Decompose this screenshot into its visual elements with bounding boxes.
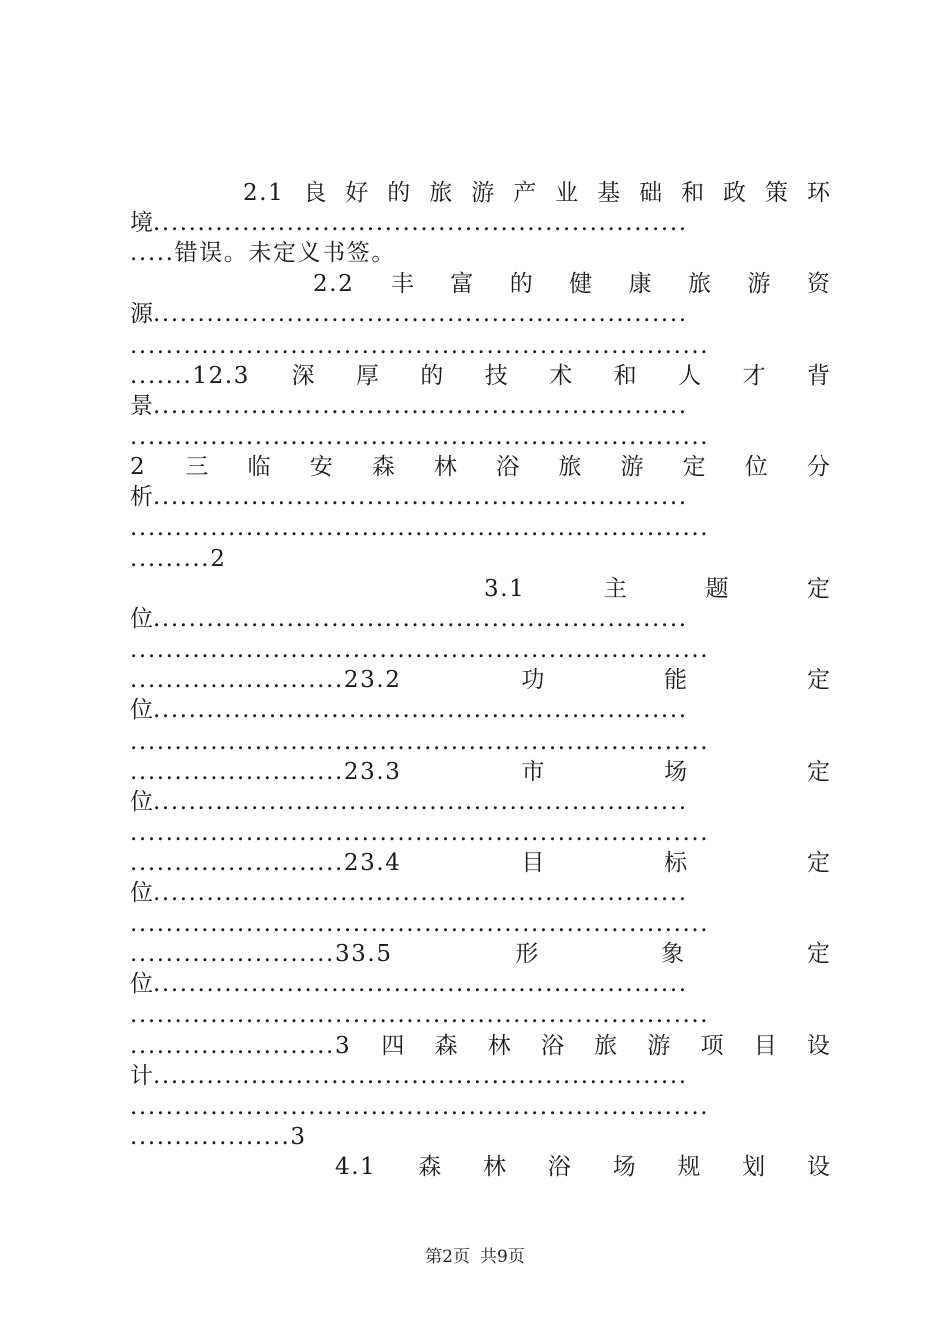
toc-leaders: ............................................................ xyxy=(153,484,688,510)
page-number: 第2页 xyxy=(425,1247,470,1267)
toc-entry-char: 森 xyxy=(371,454,395,480)
toc-leader-line xyxy=(130,299,830,329)
toc-entry-char: 产 xyxy=(513,180,537,206)
toc-entry-3-3 xyxy=(130,757,830,787)
toc-entry-char: 旅 xyxy=(558,454,582,480)
toc-entry-char: 设 xyxy=(806,1033,830,1059)
toc-entry-text: ..................3 xyxy=(130,1124,307,1150)
toc-entry-char: 四 xyxy=(381,1033,405,1059)
toc-leaders: ................................................................. xyxy=(130,333,710,359)
toc-leaders: ................................................................. xyxy=(130,1094,710,1120)
toc-entry-char: 场 xyxy=(612,1154,636,1180)
toc-entry-number: ........................23.4 xyxy=(130,850,402,876)
toc-entry-char: 位 xyxy=(130,880,153,906)
toc-entry-char: 好 xyxy=(345,180,369,206)
toc-entry-char: 临 xyxy=(247,454,271,480)
toc-leader-line xyxy=(130,1122,830,1152)
toc-leader-line xyxy=(130,695,830,725)
toc-entry-char: 主 xyxy=(603,576,627,602)
toc-entry-char: 富 xyxy=(450,271,474,297)
toc-entry-2-3 xyxy=(130,361,830,391)
toc-entry-number: ........................23.2 xyxy=(130,667,402,693)
toc-entry-char: 厚 xyxy=(355,363,379,389)
toc-leaders: ............................................................ xyxy=(153,789,688,815)
toc-entry-number: .......................3 xyxy=(130,1033,352,1059)
toc-entry-number: ........................23.3 xyxy=(130,759,402,785)
toc-leaders: ............................................................ xyxy=(153,210,688,236)
toc-entry-2-1 xyxy=(243,178,830,208)
toc-entry-char: 旅 xyxy=(688,271,712,297)
toc-entry-char: 位 xyxy=(130,606,153,632)
toc-entry-char: 康 xyxy=(628,271,652,297)
toc-leader-line xyxy=(130,331,830,361)
toc-entry-char: 政 xyxy=(723,180,747,206)
toc-entry-4 xyxy=(130,1031,830,1061)
toc-entry-char: 背 xyxy=(806,363,830,389)
toc-leader-line xyxy=(130,1061,830,1091)
toc-entry-char: 人 xyxy=(678,363,702,389)
toc-entry-number: 2.1 xyxy=(243,180,285,206)
toc-entry-char: 才 xyxy=(742,363,766,389)
toc-entry-char: 计 xyxy=(130,1063,153,1089)
toc-entry-char: 定 xyxy=(806,941,830,967)
toc-entry-char: 境 xyxy=(130,210,153,236)
page-footer xyxy=(0,1242,950,1267)
toc-entry-char: 功 xyxy=(521,667,545,693)
toc-leader-line xyxy=(130,909,830,939)
toc-leader-line xyxy=(130,818,830,848)
toc-entry-number: .......................33.5 xyxy=(130,941,393,967)
toc-entry-char: 林 xyxy=(482,1154,506,1180)
toc-entry-char: 市 xyxy=(521,759,545,785)
toc-leader-line xyxy=(130,878,830,908)
toc-entry-char: 划 xyxy=(742,1154,766,1180)
toc-entry-text: .........2 xyxy=(130,546,227,572)
toc-leader-line xyxy=(130,544,830,574)
toc-entry-char: 良 xyxy=(303,180,327,206)
toc-entry-char: 项 xyxy=(700,1033,724,1059)
toc-entry-3 xyxy=(130,452,830,482)
toc-leader-line xyxy=(130,969,830,999)
toc-entry-char: 定 xyxy=(806,667,830,693)
toc-entry-char: 目 xyxy=(753,1033,777,1059)
toc-leaders: ................................................................. xyxy=(130,911,710,937)
toc-entry-number: 2.2 xyxy=(313,271,355,297)
toc-entry-char: 旅 xyxy=(594,1033,618,1059)
toc-entry-char: 定 xyxy=(806,576,830,602)
toc-entry-char: 安 xyxy=(309,454,333,480)
toc-entry-char: 策 xyxy=(765,180,789,206)
toc-entry-2-2 xyxy=(313,269,830,299)
toc-entry-char: 定 xyxy=(806,759,830,785)
toc-leader-line xyxy=(130,1000,830,1030)
toc-entry-char: 森 xyxy=(434,1033,458,1059)
toc-entry-char: 林 xyxy=(487,1033,511,1059)
toc-leader-line xyxy=(130,391,830,421)
toc-leader-line xyxy=(130,513,830,543)
toc-leaders: ................................................................. xyxy=(130,820,710,846)
toc-entry-text: .....错误。未定义书签。 xyxy=(130,240,396,266)
toc-leader-line xyxy=(130,635,830,665)
toc-entry-char: 游 xyxy=(620,454,644,480)
toc-entry-char: 的 xyxy=(420,363,444,389)
toc-entry-3-5 xyxy=(130,939,830,969)
toc-entry-char: 技 xyxy=(484,363,508,389)
toc-entry-char: 规 xyxy=(677,1154,701,1180)
toc-entry-number: 4.1 xyxy=(335,1154,377,1180)
toc-leaders: ............................................................ xyxy=(153,971,688,997)
toc-entry-3-1 xyxy=(484,574,830,604)
toc-entry-char: 深 xyxy=(291,363,315,389)
toc-entry-char: 林 xyxy=(434,454,458,480)
toc-leader-line xyxy=(130,727,830,757)
toc-entry-char: 场 xyxy=(664,759,688,785)
toc-entry-number: 3.1 xyxy=(484,576,526,602)
toc-leaders: ............................................................ xyxy=(153,697,688,723)
toc-leaders: ................................................................. xyxy=(130,637,710,663)
toc-entry-char: 基 xyxy=(597,180,621,206)
toc-entry-char: 浴 xyxy=(496,454,520,480)
toc-entry-char: 资 xyxy=(806,271,830,297)
toc-entry-char: 旅 xyxy=(429,180,453,206)
toc-entry-char: 三 xyxy=(185,454,209,480)
toc-leader-line xyxy=(130,604,830,634)
toc-entry-char: 定 xyxy=(806,850,830,876)
toc-entry-4-1 xyxy=(335,1152,830,1182)
toc-leader-line xyxy=(130,238,830,268)
toc-entry-char: 的 xyxy=(387,180,411,206)
toc-entry-char: 位 xyxy=(130,789,153,815)
toc-leader-line xyxy=(130,422,830,452)
toc-entry-char: 环 xyxy=(806,180,830,206)
toc-entry-char: 目 xyxy=(521,850,545,876)
toc-entry-char: 和 xyxy=(613,363,637,389)
toc-entry-char: 浴 xyxy=(540,1033,564,1059)
toc-entry-char: 定 xyxy=(682,454,706,480)
toc-leaders: ............................................................ xyxy=(153,393,688,419)
toc-entry-number: 2 xyxy=(130,454,147,480)
toc-entry-char: 景 xyxy=(130,393,153,419)
toc-entry-char: 析 xyxy=(130,484,153,510)
toc-leader-line xyxy=(130,1092,830,1122)
toc-entry-char: 业 xyxy=(555,180,579,206)
toc-entry-char: 能 xyxy=(664,667,688,693)
toc-entry-char: 丰 xyxy=(390,271,414,297)
toc-entry-char: 的 xyxy=(509,271,533,297)
toc-entry-3-2 xyxy=(130,665,830,695)
toc-leaders: ............................................................ xyxy=(153,301,688,327)
toc-entry-char: 设 xyxy=(806,1154,830,1180)
toc-entry-char: 位 xyxy=(744,454,768,480)
page-total: 共9页 xyxy=(480,1247,525,1267)
toc-entry-number: .......12.3 xyxy=(130,363,250,389)
toc-entry-char: 游 xyxy=(471,180,495,206)
toc-entry-char: 形 xyxy=(515,941,539,967)
toc-entry-char: 标 xyxy=(664,850,688,876)
toc-entry-char: 象 xyxy=(661,941,685,967)
toc-leaders: ................................................................. xyxy=(130,424,710,450)
toc-entry-char: 位 xyxy=(130,697,153,723)
toc-entry-char: 游 xyxy=(647,1033,671,1059)
toc-leaders: ................................................................. xyxy=(130,729,710,755)
toc-entry-char: 森 xyxy=(418,1154,442,1180)
toc-entry-char: 术 xyxy=(549,363,573,389)
toc-entry-char: 浴 xyxy=(547,1154,571,1180)
toc-leader-line xyxy=(130,208,830,238)
toc-leaders: ................................................................. xyxy=(130,515,710,541)
toc-entry-3-4 xyxy=(130,848,830,878)
toc-leaders: ............................................................ xyxy=(153,880,688,906)
toc-entry-char: 健 xyxy=(569,271,593,297)
toc-entry-char: 位 xyxy=(130,971,153,997)
toc-entry-char: 游 xyxy=(747,271,771,297)
toc-leaders: ............................................................ xyxy=(153,1063,688,1089)
toc-leaders: ............................................................ xyxy=(153,606,688,632)
toc-entry-char: 题 xyxy=(705,576,729,602)
toc-leader-line xyxy=(130,482,830,512)
toc-leaders: ................................................................. xyxy=(130,1002,710,1028)
toc-entry-char: 分 xyxy=(806,454,830,480)
toc-leader-line xyxy=(130,787,830,817)
toc-entry-char: 和 xyxy=(681,180,705,206)
toc-entry-char: 础 xyxy=(639,180,663,206)
toc-entry-char: 源 xyxy=(130,301,153,327)
